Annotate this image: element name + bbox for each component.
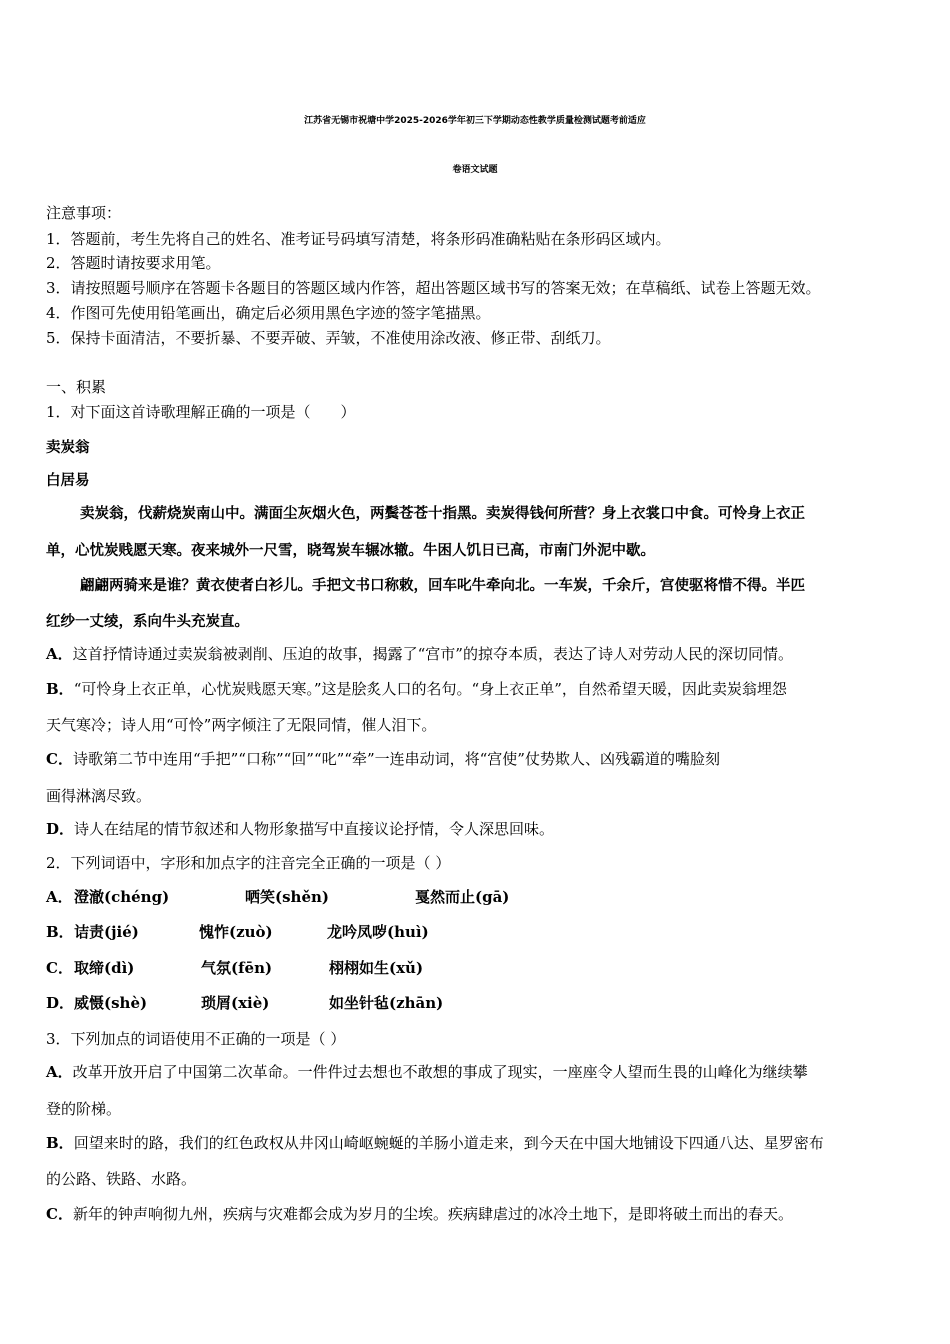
option-label: B． xyxy=(46,923,74,941)
option-text: 诗歌第二节中连用“手把”“口称”“回”“叱”“牵”一连串动词，将“宫使”仗势欺人、凶残霸道的嘴脸刻 xyxy=(72,750,720,768)
option-word: 澄澈(chéng) xyxy=(74,888,170,906)
q3-option-b-cont: 的公路、铁路、水路。 xyxy=(46,1170,197,1188)
notice-item: 3．请按照题号顺序在答题卡各题目的答题区域内作答，超出答题区域书写的答案无效；在草稿纸、试卷上答题无效。 xyxy=(46,279,821,297)
exam-title-line-1: 江苏省无锡市祝塘中学2025-2026学年初三下学期动态性教学质量检测试题考前适应 xyxy=(304,116,646,126)
notice-item: 5．保持卡面清洁，不要折暴、不要弄破、弄皱，不准使用涂改液、修正带、刮纸刀。 xyxy=(46,329,611,347)
q1-option-b xyxy=(46,678,787,699)
option-text: 改革开放开启了中国第二次革命。一件件过去想也不敢想的事成了现实，一座座令人望而生畏的山峰化为继续攀 xyxy=(72,1063,808,1081)
q1-option-d xyxy=(46,818,554,839)
option-word: 琐屑(xiè) xyxy=(201,994,270,1012)
question-2-stem: 2．下列词语中，字形和加点字的注音完全正确的一项是（ ） xyxy=(46,854,451,872)
option-label: B． xyxy=(46,1134,74,1152)
option-label: B． xyxy=(46,680,74,698)
option-word: 气氛(fēn) xyxy=(201,959,273,977)
option-word: 诘责(jié) xyxy=(74,923,139,941)
option-word: 取缔(dì) xyxy=(74,959,135,977)
option-text: 新年的钟声响彻九州，疾病与灾难都会成为岁月的尘埃。疾病肆虐过的冰冷土地下，是即将破土而出的春天。 xyxy=(72,1205,793,1223)
option-label: A． xyxy=(46,645,73,663)
option-text: 回望来时的路，我们的红色政权从井冈山崎岖蜿蜒的羊肠小道走来，到今天在中国大地铺设下四通八达、星罗密布 xyxy=(73,1134,824,1152)
q3-option-b xyxy=(46,1132,824,1153)
option-label: D． xyxy=(46,820,75,838)
section-heading: 一、积累 xyxy=(46,378,107,396)
poem-author: 白居易 xyxy=(46,472,90,489)
notice-item: 2．答题时请按要求用笔。 xyxy=(46,254,221,272)
option-word: 愧怍(zuò) xyxy=(199,923,273,941)
option-text: “可怜身上衣正单，心忧炭贱愿天寒。”这是脍炙人口的名句。“身上衣正单”，自然希望天暖，因此卖炭翁埋怨 xyxy=(73,680,787,698)
question-3-stem: 3．下列加点的词语使用不正确的一项是（ ） xyxy=(46,1030,346,1048)
exam-title-line-2: 卷语文试题 xyxy=(452,165,498,175)
notice-item: 4．作图可先使用铅笔画出，确定后必须用黑色字迹的签字笔描黑。 xyxy=(46,304,491,322)
option-label: A． xyxy=(46,1063,73,1081)
option-label: D． xyxy=(46,994,75,1012)
option-word: 威慑(shè) xyxy=(74,994,148,1012)
option-word: 栩栩如生(xǔ) xyxy=(329,959,424,977)
option-word: 龙吟凤哕(huì) xyxy=(327,923,429,941)
option-label: C． xyxy=(46,1205,73,1223)
q3-option-a-cont: 登的阶梯。 xyxy=(46,1100,122,1118)
option-word: 戛然而止(gā) xyxy=(415,888,510,906)
q1-option-c-cont: 画得淋漓尽致。 xyxy=(46,787,152,805)
option-text: 这首抒情诗通过卖炭翁被剥削、压迫的故事，揭露了“宫市”的掠夺本质，表达了诗人对劳动人民的深切同情。 xyxy=(72,645,793,663)
option-label: C． xyxy=(46,959,73,977)
option-word: 哂笑(shěn) xyxy=(245,888,329,906)
poem-line: 卖炭翁，伐薪烧炭南山中。满面尘灰烟火色，两鬓苍苍十指黑。卖炭得钱何所营？身上衣裳口中食。可怜身上衣正 xyxy=(80,505,805,522)
q3-option-a xyxy=(46,1061,808,1082)
q1-option-a xyxy=(46,643,793,664)
option-text: 诗人在结尾的情节叙述和人物形象描写中直接议论抒情，令人深思回味。 xyxy=(74,820,555,838)
option-label: C． xyxy=(46,750,73,768)
notice-heading: 注意事项： xyxy=(46,204,122,222)
option-word: 如坐针毡(zhān) xyxy=(329,994,444,1012)
question-1-stem: 1．对下面这首诗歌理解正确的一项是（ ） xyxy=(46,403,356,421)
poem-title: 卖炭翁 xyxy=(46,439,90,456)
option-label: A． xyxy=(46,888,73,906)
poem-line: 红纱一丈绫，系向牛头充炭直。 xyxy=(46,613,249,630)
q3-option-c xyxy=(46,1203,793,1224)
poem-line: 翩翩两骑来是谁？黄衣使者白衫儿。手把文书口称敕，回车叱牛牵向北。一车炭，千余斤，宫使驱将惜不得。半匹 xyxy=(80,577,805,594)
notice-item: 1．答题前，考生先将自己的姓名、准考证号码填写清楚，将条形码准确粘贴在条形码区域内。 xyxy=(46,230,671,248)
q1-option-b-cont: 天气寒冷；诗人用“可怜”两字倾注了无限同情，催人泪下。 xyxy=(46,716,437,734)
q1-option-c xyxy=(46,748,720,769)
poem-line: 单，心忧炭贱愿天寒。夜来城外一尺雪，晓驾炭车辗冰辙。牛困人饥日已高，市南门外泥中歇。 xyxy=(46,542,655,559)
